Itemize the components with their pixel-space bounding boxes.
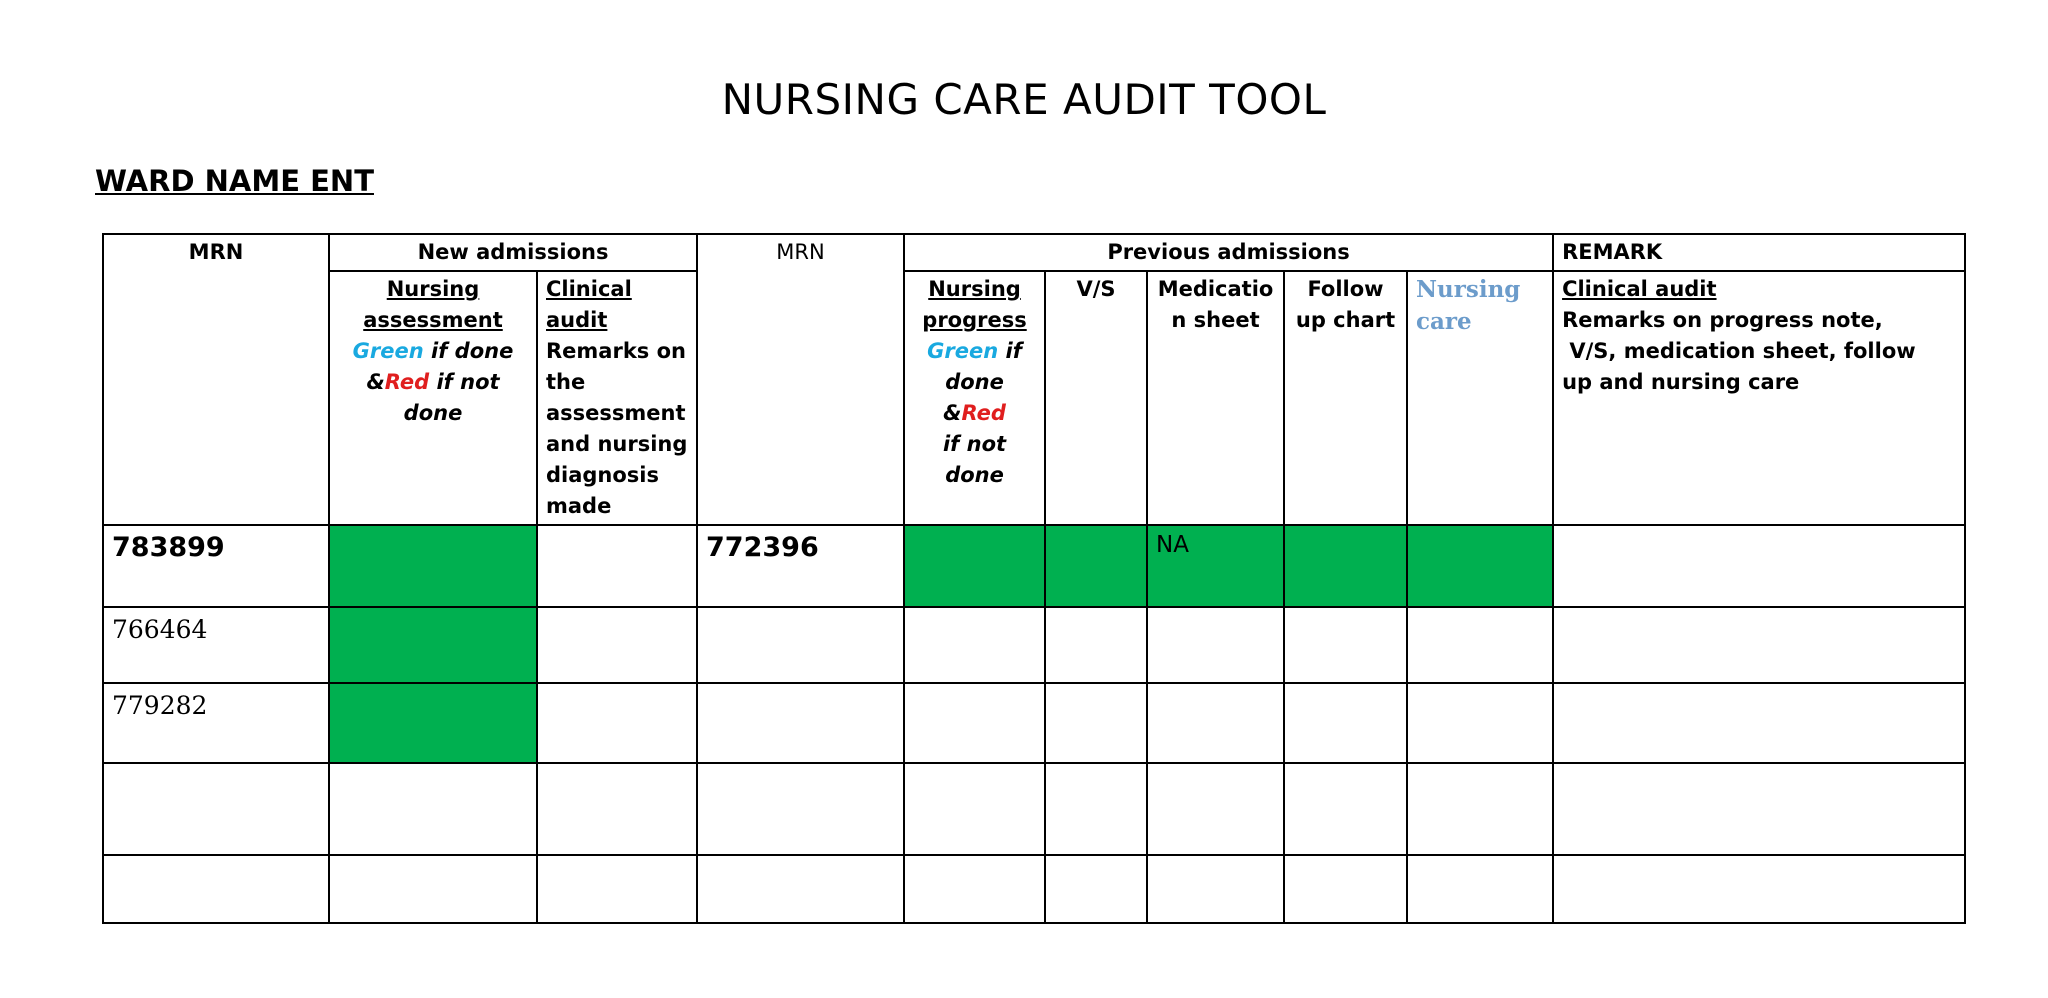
medication-sheet-cell[interactable] [1147,607,1284,683]
medication-sheet-header: Medicatio n sheet [1147,271,1284,525]
follow-up-cell[interactable] [1284,683,1407,763]
nursing-care-label: Nursing care [1416,276,1521,335]
new-admissions-header [329,234,697,271]
remark-cell[interactable] [1553,607,1965,683]
nursing-assessment-cell[interactable] [329,855,537,923]
mrn-prev-cell[interactable] [697,855,904,923]
mrn-prev-cell[interactable] [697,683,904,763]
nursing-assessment-cell[interactable] [329,683,537,763]
clinical-audit-cell[interactable] [537,683,697,763]
red-legend: Red [384,370,430,394]
mrn-prev-cell [697,525,904,607]
mrn-cell[interactable] [103,855,329,923]
nursing-care-header [1407,271,1553,525]
new-admissions-label: New admissions [417,240,609,264]
ward-name: WARD NAME ENT [95,164,374,198]
vs-cell[interactable] [1045,607,1147,683]
clinical-audit-new-label: Clinical audit [546,277,632,332]
nursing-care-cell[interactable] [1407,683,1553,763]
mrn-header-new [103,234,329,525]
mrn-prev-cell[interactable] [697,763,904,855]
clinical-audit-prev-label: Clinical audit [1562,277,1717,301]
nursing-assessment-cell[interactable] [329,607,537,683]
follow-up-cell[interactable] [1284,855,1407,923]
table-row [103,855,1965,923]
previous-admissions-label: Previous admissions [1107,240,1350,264]
follow-up-chart-header: Follow up chart [1284,271,1407,525]
nursing-assessment-label: Nursing assessment [363,277,503,332]
medication-value: NA [1156,532,1189,558]
green-legend: Green [352,339,424,363]
vs-label: V/S [1076,277,1116,301]
mrn-prev-cell[interactable] [697,607,904,683]
header-row-2 [103,271,1965,525]
remark-cell[interactable] [1553,683,1965,763]
remark-cell[interactable] [1553,525,1965,607]
nursing-progress-header: Nursing progress Green if done &Red if not done [904,271,1045,525]
table-row [103,607,1965,683]
nursing-assessment-cell[interactable] [329,525,537,607]
mrn-cell [103,683,329,763]
clinical-audit-cell[interactable] [537,525,697,607]
remark-header [1553,234,1965,271]
red-legend-2: Red [961,401,1006,425]
mrn-header-prev-label: MRN [776,240,825,264]
mrn-value: 779282 [112,691,208,720]
mrn-header-prev [697,234,904,525]
table-row [103,763,1965,855]
header-row-1 [103,234,1965,271]
vs-header [1045,271,1147,525]
medication-sheet-cell[interactable] [1147,525,1284,607]
previous-admissions-header [904,234,1553,271]
medication-sheet-cell[interactable] [1147,763,1284,855]
nursing-care-cell[interactable] [1407,607,1553,683]
vs-cell[interactable] [1045,855,1147,923]
follow-up-cell[interactable] [1284,607,1407,683]
vs-cell[interactable] [1045,683,1147,763]
clinical-audit-new-desc: Remarks on the assessment and nursing diagnosis made [546,339,688,518]
follow-up-cell[interactable] [1284,525,1407,607]
nursing-progress-cell[interactable] [904,525,1045,607]
amp-text: & [366,370,385,394]
remark-cell[interactable] [1553,763,1965,855]
nursing-progress-cell[interactable] [904,855,1045,923]
mrn-header-new-label: MRN [188,240,244,264]
clinical-audit-prev-header [1553,271,1965,525]
remark-cell[interactable] [1553,855,1965,923]
mrn-value: 766464 [112,615,208,644]
vs-cell[interactable] [1045,763,1147,855]
table-row [103,683,1965,763]
audit-table [102,233,1966,924]
clinical-audit-cell[interactable] [537,855,697,923]
nursing-assessment-cell[interactable] [329,763,537,855]
vs-cell[interactable] [1045,525,1147,607]
medication-sheet-cell[interactable] [1147,855,1284,923]
if-not-done-text: if not done [403,370,500,425]
mrn-value: 783899 [112,532,225,563]
follow-up-cell[interactable] [1284,763,1407,855]
nursing-progress-label: Nursing progress [922,277,1027,332]
mrn-prev-value: 772396 [706,532,819,563]
nursing-care-cell[interactable] [1407,763,1553,855]
page-title: NURSING CARE AUDIT TOOL [721,75,1327,124]
nursing-progress-cell[interactable] [904,607,1045,683]
mrn-cell[interactable] [103,763,329,855]
medication-sheet-cell[interactable] [1147,683,1284,763]
if-done-text: if done [423,339,514,363]
nursing-progress-cell[interactable] [904,763,1045,855]
green-legend-2: Green [927,339,999,363]
mrn-cell [103,607,329,683]
clinical-audit-prev-desc: Remarks on progress note, V/S, medication sheet, follow up and nursing care [1562,308,1916,394]
remark-label: REMARK [1562,240,1663,264]
table-row [103,525,1965,607]
clinical-audit-cell[interactable] [537,607,697,683]
nursing-care-cell[interactable] [1407,855,1553,923]
nursing-progress-cell[interactable] [904,683,1045,763]
clinical-audit-new-header [537,271,697,525]
nursing-care-cell[interactable] [1407,525,1553,607]
mrn-cell [103,525,329,607]
nursing-assessment-header [329,271,537,525]
clinical-audit-cell[interactable] [537,763,697,855]
